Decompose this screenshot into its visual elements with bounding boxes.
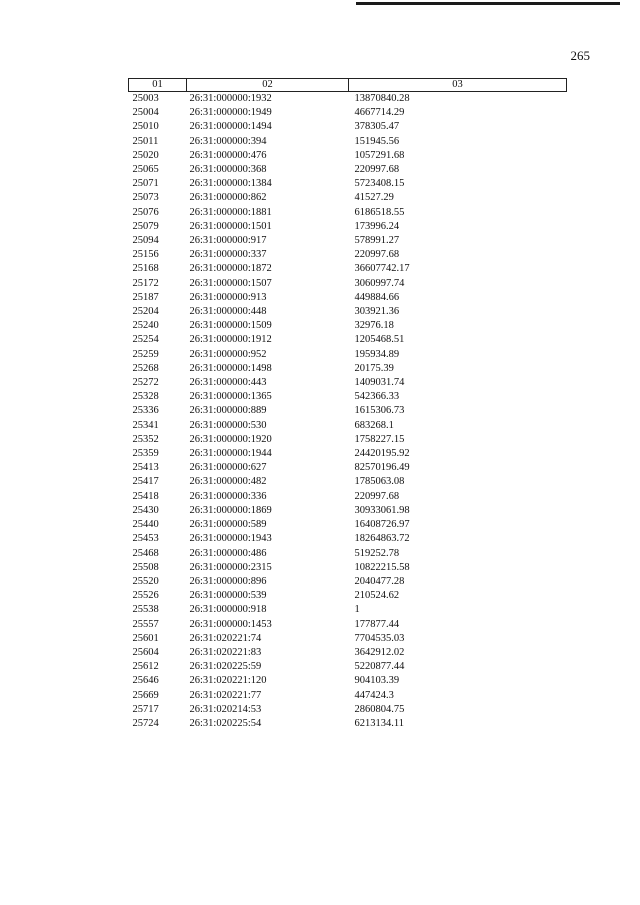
table-row [129, 490, 567, 504]
cell-value: 2860804.75 [354, 703, 405, 715]
cell-number: 25341 [132, 419, 159, 431]
cell-value: 4667714.29 [354, 107, 405, 119]
cell-value: 378305.47 [354, 121, 400, 133]
table-body [129, 92, 567, 732]
cell-value: 303921.36 [354, 306, 400, 318]
table-row [129, 92, 567, 107]
cell-value: 5723408.15 [354, 178, 405, 190]
table-row [129, 206, 567, 220]
cell-value: 220997.68 [354, 164, 400, 176]
cell-number: 25557 [132, 618, 159, 630]
cell-value: 20175.39 [354, 362, 394, 374]
cell-value: 1758227.15 [354, 433, 405, 445]
cell-number: 25172 [132, 277, 159, 289]
cell-cadastral-id: 26:31:000000:443 [189, 377, 267, 389]
cell-value: 13870840.28 [354, 93, 410, 104]
cell-cadastral-id: 26:31:000000:1949 [189, 107, 272, 119]
table-row [129, 220, 567, 234]
table-row [129, 177, 567, 191]
cell-cadastral-id: 26:31:000000:486 [189, 547, 267, 559]
table-row [129, 589, 567, 603]
cell-value: 519252.78 [354, 547, 400, 559]
cell-cadastral-id: 26:31:000000:1453 [189, 618, 272, 630]
cell-value: 1409031.74 [354, 377, 405, 389]
column-header-03: 03 [349, 79, 567, 92]
cell-value: 3642912.02 [354, 646, 405, 658]
cell-value: 1205468.51 [354, 334, 405, 346]
cell-cadastral-id: 26:31:000000:368 [189, 164, 267, 176]
cell-number: 25413 [132, 462, 159, 474]
cell-cadastral-id: 26:31:000000:539 [189, 590, 267, 602]
cell-cadastral-id: 26:31:000000:918 [189, 604, 267, 616]
table-row [129, 447, 567, 461]
cell-cadastral-id: 26:31:020214:53 [189, 703, 262, 715]
cell-cadastral-id: 26:31:020221:77 [189, 689, 262, 701]
cell-value: 82570196.49 [354, 462, 410, 474]
cell-number: 25020 [132, 149, 159, 161]
table-row [129, 149, 567, 163]
cell-number: 25724 [132, 717, 159, 729]
cell-value: 10822215.58 [354, 561, 410, 573]
cell-cadastral-id: 26:31:020221:83 [189, 646, 262, 658]
cell-cadastral-id: 26:31:020225:54 [189, 717, 262, 729]
cell-number: 25468 [132, 547, 159, 559]
cell-cadastral-id: 26:31:000000:1869 [189, 504, 272, 516]
cell-number: 25538 [132, 604, 159, 616]
table-row [129, 319, 567, 333]
cell-number: 25240 [132, 320, 159, 332]
cell-value: 449884.66 [354, 291, 400, 303]
table-row [129, 547, 567, 561]
header-rule [356, 2, 620, 5]
cell-cadastral-id: 26:31:000000:1944 [189, 448, 272, 460]
cell-cadastral-id: 26:31:000000:476 [189, 149, 267, 161]
table-row [129, 348, 567, 362]
cell-cadastral-id: 26:31:020225:59 [189, 661, 262, 673]
cell-cadastral-id: 26:31:000000:896 [189, 575, 267, 587]
table-row [129, 703, 567, 717]
cell-number: 25359 [132, 448, 159, 460]
table-row [129, 376, 567, 390]
cell-number: 25071 [132, 178, 159, 190]
table-row [129, 135, 567, 149]
cell-cadastral-id: 26:31:000000:1498 [189, 362, 272, 374]
cell-value: 41527.29 [354, 192, 394, 204]
cell-number: 25010 [132, 121, 159, 133]
cell-cadastral-id: 26:31:000000:627 [189, 462, 267, 474]
cell-value: 220997.68 [354, 490, 400, 502]
cell-number: 25418 [132, 490, 159, 502]
cell-value: 1 [354, 604, 360, 616]
cell-cadastral-id: 26:31:000000:862 [189, 192, 267, 204]
cell-value: 447424.3 [354, 689, 394, 701]
cell-value: 32976.18 [354, 320, 394, 332]
cell-cadastral-id: 26:31:000000:336 [189, 490, 267, 502]
cell-value: 177877.44 [354, 618, 400, 630]
cell-cadastral-id: 26:31:000000:1507 [189, 277, 272, 289]
cell-cadastral-id: 26:31:000000:952 [189, 348, 267, 360]
cell-value: 220997.68 [354, 249, 400, 261]
table-row [129, 518, 567, 532]
table-row [129, 404, 567, 418]
cell-number: 25187 [132, 291, 159, 303]
cell-cadastral-id: 26:31:000000:917 [189, 235, 267, 247]
cell-number: 25417 [132, 476, 159, 488]
cell-number: 25440 [132, 519, 159, 531]
cell-cadastral-id: 26:31:000000:530 [189, 419, 267, 431]
cell-cadastral-id: 26:31:000000:1494 [189, 121, 272, 133]
table-row [129, 390, 567, 404]
table-row [129, 433, 567, 447]
table-row [129, 291, 567, 305]
cell-number: 25612 [132, 661, 159, 673]
cell-number: 25156 [132, 249, 159, 261]
table-row [129, 234, 567, 248]
cell-value: 542366.33 [354, 391, 400, 403]
data-table [128, 78, 567, 731]
table-row [129, 674, 567, 688]
cell-value: 30933061.98 [354, 504, 410, 516]
cell-number: 25717 [132, 703, 159, 715]
cell-value: 6186518.55 [354, 206, 405, 218]
cell-cadastral-id: 26:31:000000:1920 [189, 433, 272, 445]
cell-cadastral-id: 26:31:000000:394 [189, 135, 267, 147]
cell-value: 5220877.44 [354, 661, 405, 673]
cell-value: 36607742.17 [354, 263, 410, 275]
cell-value: 3060997.74 [354, 277, 405, 289]
cell-cadastral-id: 26:31:000000:448 [189, 306, 267, 318]
table-row [129, 618, 567, 632]
cell-number: 25526 [132, 590, 159, 602]
cell-number: 25076 [132, 206, 159, 218]
cell-value: 210524.62 [354, 590, 400, 602]
cell-number: 25272 [132, 377, 159, 389]
cell-cadastral-id: 26:31:000000:589 [189, 519, 267, 531]
table-row [129, 632, 567, 646]
cell-value: 904103.39 [354, 675, 400, 687]
cell-number: 25168 [132, 263, 159, 275]
table-row [129, 305, 567, 319]
cell-value: 195934.89 [354, 348, 400, 360]
cell-number: 25094 [132, 235, 159, 247]
table-row [129, 575, 567, 589]
table-row [129, 248, 567, 262]
cell-value: 683268.1 [354, 419, 394, 431]
cell-number: 25268 [132, 362, 159, 374]
cell-cadastral-id: 26:31:000000:1509 [189, 320, 272, 332]
table-row [129, 362, 567, 376]
cell-cadastral-id: 26:31:000000:1943 [189, 533, 272, 545]
table-header-row [129, 79, 567, 92]
table-row [129, 532, 567, 546]
cell-cadastral-id: 26:31:000000:1932 [189, 93, 272, 104]
cell-number: 25336 [132, 405, 159, 417]
cell-number: 25453 [132, 533, 159, 545]
cell-cadastral-id: 26:31:000000:1872 [189, 263, 272, 275]
cell-value: 6213134.11 [354, 717, 404, 729]
page-number: 265 [570, 48, 590, 63]
cell-value: 7704535.03 [354, 632, 405, 644]
table-row [129, 419, 567, 433]
cell-cadastral-id: 26:31:000000:1912 [189, 334, 272, 346]
cell-value: 1615306.73 [354, 405, 405, 417]
cell-cadastral-id: 26:31:000000:889 [189, 405, 267, 417]
cell-cadastral-id: 26:31:000000:337 [189, 249, 267, 261]
table-row [129, 262, 567, 276]
cell-number: 25065 [132, 164, 159, 176]
cell-number: 25508 [132, 561, 159, 573]
cell-cadastral-id: 26:31:000000:2315 [189, 561, 272, 573]
cell-cadastral-id: 26:31:000000:1365 [189, 391, 272, 403]
cell-number: 25604 [132, 646, 159, 658]
cell-value: 1057291.68 [354, 149, 405, 161]
cell-number: 25646 [132, 675, 159, 687]
cell-number: 25430 [132, 504, 159, 516]
cell-cadastral-id: 26:31:000000:913 [189, 291, 267, 303]
table-row [129, 504, 567, 518]
cell-number: 25259 [132, 348, 159, 360]
table-row [129, 603, 567, 617]
cell-value: 16408726.97 [354, 519, 410, 531]
table-row [129, 475, 567, 489]
table-row [129, 333, 567, 347]
cell-number: 25004 [132, 107, 159, 119]
table-row [129, 163, 567, 177]
cell-number: 25669 [132, 689, 159, 701]
table-row [129, 120, 567, 134]
cell-number: 25003 [132, 93, 159, 104]
cell-number: 25601 [132, 632, 159, 644]
table-row [129, 660, 567, 674]
table-row [129, 461, 567, 475]
column-header-01: 01 [129, 79, 187, 92]
table-row [129, 717, 567, 731]
cell-value: 151945.56 [354, 135, 400, 147]
table-row [129, 106, 567, 120]
cell-value: 578991.27 [354, 235, 400, 247]
cell-number: 25079 [132, 220, 159, 232]
cell-cadastral-id: 26:31:000000:1501 [189, 220, 272, 232]
cell-value: 24420195.92 [354, 448, 410, 460]
cell-cadastral-id: 26:31:000000:482 [189, 476, 267, 488]
table-row [129, 277, 567, 291]
table-row [129, 561, 567, 575]
cell-value: 1785063.08 [354, 476, 405, 488]
column-header-02: 02 [187, 79, 349, 92]
cell-value: 18264863.72 [354, 533, 410, 545]
cell-number: 25328 [132, 391, 159, 403]
cell-number: 25204 [132, 306, 159, 318]
cell-number: 25011 [132, 135, 159, 147]
cell-value: 173996.24 [354, 220, 400, 232]
cell-number: 25352 [132, 433, 159, 445]
cell-value: 2040477.28 [354, 575, 405, 587]
table-row [129, 191, 567, 205]
cell-cadastral-id: 26:31:020221:74 [189, 632, 262, 644]
table-row [129, 646, 567, 660]
cell-cadastral-id: 26:31:020221:120 [189, 675, 267, 687]
table-row [129, 689, 567, 703]
cell-number: 25520 [132, 575, 159, 587]
cell-cadastral-id: 26:31:000000:1384 [189, 178, 272, 190]
cell-number: 25073 [132, 192, 159, 204]
cell-cadastral-id: 26:31:000000:1881 [189, 206, 272, 218]
cell-number: 25254 [132, 334, 159, 346]
